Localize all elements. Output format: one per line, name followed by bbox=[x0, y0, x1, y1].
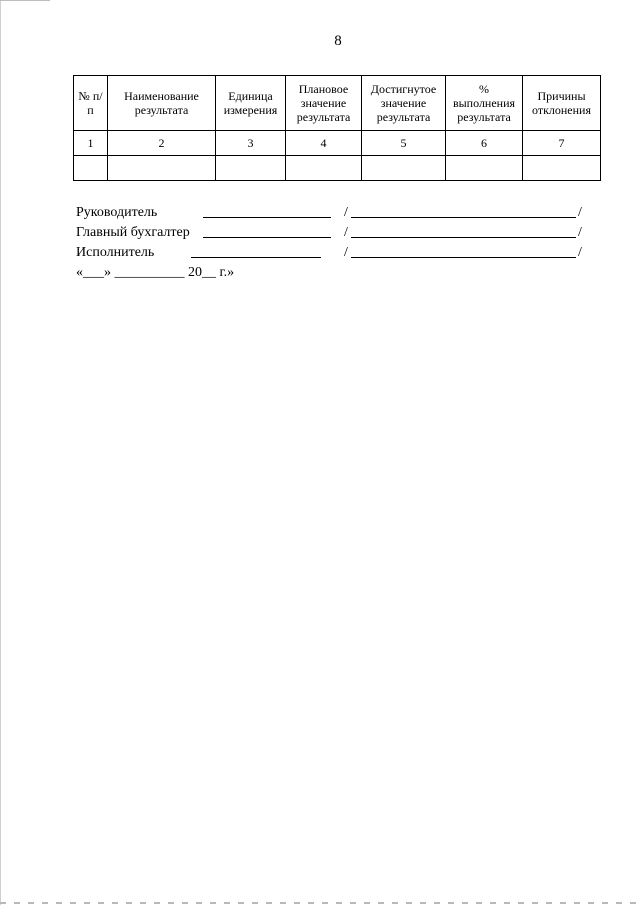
column-number-cell: 5 bbox=[362, 131, 446, 156]
signature-block bbox=[76, 203, 596, 283]
table-row bbox=[74, 131, 601, 156]
table-cell bbox=[216, 156, 286, 181]
results-table bbox=[73, 75, 601, 181]
table-cell bbox=[523, 156, 601, 181]
executor-name-line bbox=[351, 243, 576, 258]
table-cell bbox=[446, 156, 523, 181]
date-month: __________ bbox=[114, 265, 185, 280]
header-completion-percent: % выполнения результата bbox=[446, 76, 523, 131]
date-day: «___» bbox=[76, 265, 111, 280]
header-row-number: № п/п bbox=[74, 76, 108, 131]
column-number-cell: 4 bbox=[286, 131, 362, 156]
chief-accountant-label: Главный бухгалтер bbox=[76, 225, 190, 240]
header-deviation-reasons: Причины отклонения bbox=[523, 76, 601, 131]
table-cell bbox=[362, 156, 446, 181]
chief-accountant-signature-line bbox=[203, 223, 331, 238]
slash-open: / bbox=[344, 205, 348, 220]
signature-row-executor bbox=[76, 243, 596, 263]
executor-label: Исполнитель bbox=[76, 245, 155, 260]
slash-open: / bbox=[344, 245, 348, 260]
head-label: Руководитель bbox=[76, 205, 158, 220]
table-header-row bbox=[74, 76, 601, 131]
slash-open: / bbox=[344, 225, 348, 240]
slash-close: / bbox=[578, 205, 582, 220]
header-achieved-value: Достигнутое значение результата bbox=[362, 76, 446, 131]
column-number-cell: 6 bbox=[446, 131, 523, 156]
header-unit: Единица измерения bbox=[216, 76, 286, 131]
slash-close: / bbox=[578, 225, 582, 240]
table-cell bbox=[74, 156, 108, 181]
column-number-cell: 7 bbox=[523, 131, 601, 156]
scan-edge-top bbox=[0, 0, 50, 1]
header-result-name: Наименование результата bbox=[108, 76, 216, 131]
column-number-cell: 2 bbox=[108, 131, 216, 156]
table-row bbox=[74, 156, 601, 181]
header-planned-value: Плановое значение результата bbox=[286, 76, 362, 131]
signature-row-head bbox=[76, 203, 596, 223]
page-number: 8 bbox=[334, 33, 342, 49]
column-number-cell: 1 bbox=[74, 131, 108, 156]
slash-close: / bbox=[578, 245, 582, 260]
head-signature-line bbox=[203, 203, 331, 218]
table-cell bbox=[108, 156, 216, 181]
date-year: 20__ г.» bbox=[188, 265, 235, 280]
scan-edge-bottom bbox=[0, 902, 640, 904]
signature-row-chief-accountant bbox=[76, 223, 596, 243]
chief-accountant-name-line bbox=[351, 223, 576, 238]
scan-edge-left bbox=[0, 0, 1, 905]
column-number-cell: 3 bbox=[216, 131, 286, 156]
table-cell bbox=[286, 156, 362, 181]
executor-signature-line bbox=[191, 243, 321, 258]
date-row bbox=[76, 263, 596, 283]
head-name-line bbox=[351, 203, 576, 218]
